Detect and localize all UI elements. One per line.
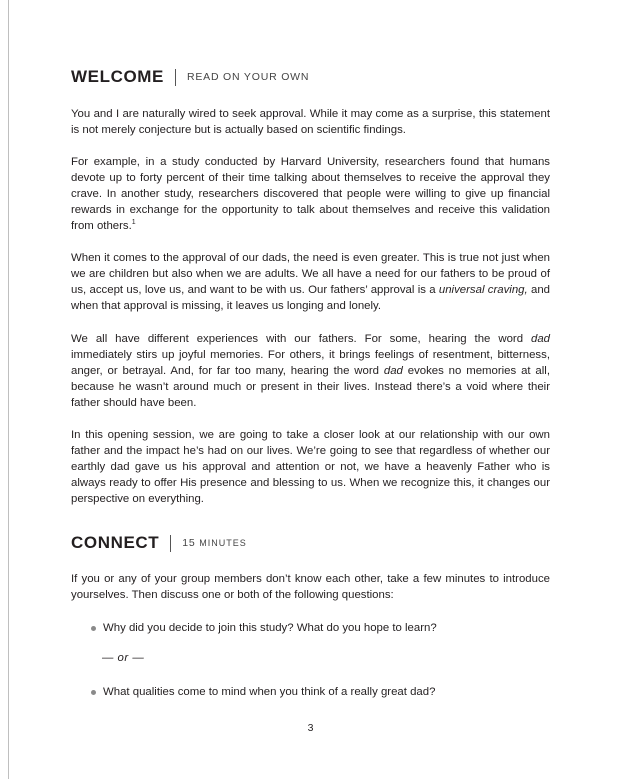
paragraph-4-emphasis-2: dad xyxy=(383,365,403,377)
welcome-subtitle: READ ON YOUR OWN xyxy=(186,71,310,83)
list-item xyxy=(91,620,437,636)
page-edge-line xyxy=(8,0,9,779)
welcome-heading xyxy=(71,67,309,87)
paragraph-5: In this opening session, we are going to take a closer look at our relationship with our own father and the impact he’s had on our lives. We’re going to see that regardless of whether our earthly dad gave us his approval and attention or not, we have a heavenly Father who is always ready to offer His presence and blessing to us. When we recognize this, it changes our perspective on everything. xyxy=(71,429,550,505)
heading-divider xyxy=(175,69,176,86)
welcome-title: WELCOME xyxy=(71,67,164,86)
connect-subtitle-unit: MINUTES xyxy=(199,538,247,548)
heading-divider xyxy=(170,535,171,552)
paragraph-3-text-b: and when that approval is missing, it leaves us longing and lonely. xyxy=(71,284,550,312)
list-item xyxy=(91,684,435,700)
paragraph-4-text-c: evokes no memories at all, because he wasn’t around much or present in their lives. Instead there’s a void where their father should have been. xyxy=(71,365,550,409)
paragraph-3 xyxy=(71,250,550,314)
question-1: Why did you decide to join this study? What do you hope to learn? xyxy=(103,622,437,634)
paragraph-4-emphasis-1: dad xyxy=(530,333,550,345)
connect-subtitle xyxy=(182,537,247,549)
connect-title: CONNECT xyxy=(71,533,160,552)
paragraph-3-emphasis: universal craving, xyxy=(438,284,528,296)
paragraph-1: You and I are naturally wired to seek approval. While it may come as a surprise, this statement is not merely conjecture but is actually based on scientific findings. xyxy=(71,108,550,136)
paragraph-4 xyxy=(71,331,550,411)
connect-subtitle-number: 15 xyxy=(182,537,196,549)
question-2: What qualities come to mind when you think of a really great dad? xyxy=(103,686,436,698)
paragraph-4-text-b: immediately stirs up joyful memories. For others, it brings feelings of resentment, bitterness, anger, or betrayal. And, for far too many, hearing the word xyxy=(71,349,550,377)
page-number: 3 xyxy=(307,722,314,734)
paragraph-2-text: For example, in a study conducted by Harvard University, researchers found that humans devote up to forty percent of their time talking about themselves to receive the approval they crave. In another study, researchers discovered that people were willing to give up financial rewards in exchange for the opportunity to talk about themselves and receive this validation from others. xyxy=(71,156,550,232)
footnote-marker: 1 xyxy=(131,219,136,227)
paragraph-4-text-a: We all have different experiences with our fathers. For some, hearing the word xyxy=(71,333,531,345)
connect-intro: If you or any of your group members don’t know each other, take a few minutes to introduce yourselves. Then discuss one or both of the following questions: xyxy=(71,573,550,601)
or-separator: — or — xyxy=(102,652,145,664)
bullet-icon xyxy=(91,690,96,695)
bullet-icon xyxy=(91,626,96,631)
paragraph-3-text-a: When it comes to the approval of our dads, the need is even greater. This is true not just when we are children but also when we are adults. We all have a need for our fathers to be proud of us, accept us, love us, and want to be with us. Our fathers’ approval is a xyxy=(71,252,550,296)
paragraph-2 xyxy=(71,154,550,234)
connect-heading xyxy=(71,533,247,553)
